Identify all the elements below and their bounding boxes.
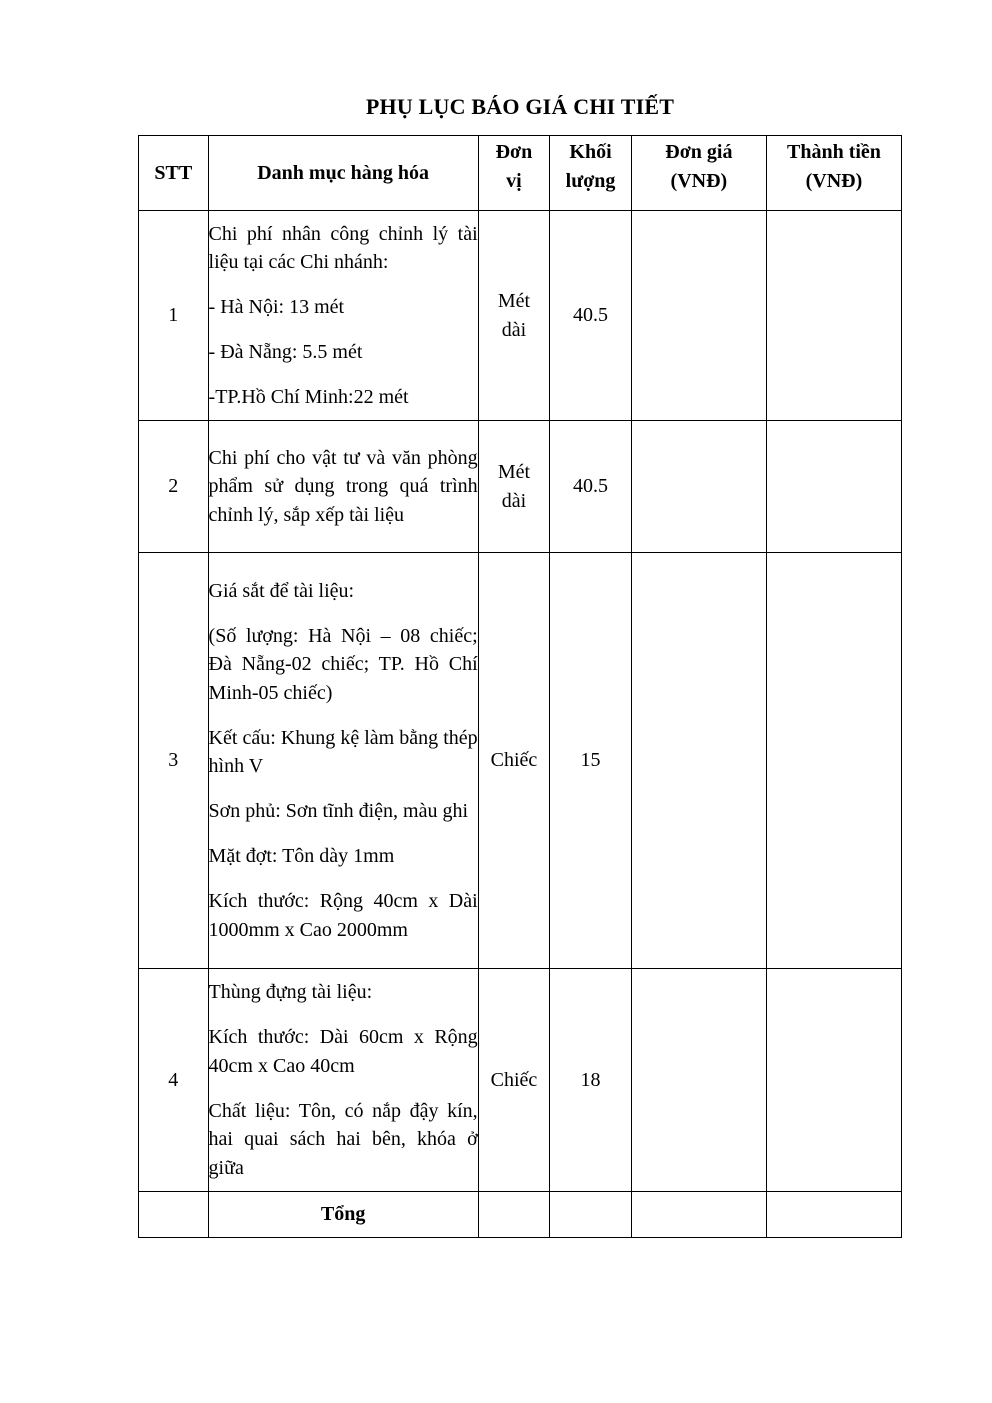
table-row	[139, 969, 902, 1192]
total-label: Tổng	[208, 1192, 478, 1238]
total-row-quantity	[550, 1192, 632, 1238]
row-description: Chi phí cho vật tư và văn phòng phẩm sử dụng trong quá trình chỉnh lý, sắp xếp tài liệu	[208, 421, 478, 553]
row-unit: Mét dài	[478, 421, 550, 553]
row-description: Thùng đựng tài liệu: Kích thước: Dài 60cm x Rộng 40cm x Cao 40cm Chất liệu: Tôn, có nắp đậy kín, hai quai sách hai bên, khóa ở giữa	[208, 969, 478, 1192]
row-line-total	[766, 421, 901, 553]
row-description: Giá sắt để tài liệu: (Số lượng: Hà Nội – 08 chiếc; Đà Nẵng-02 chiếc; TP. Hồ Chí Minh-05 chiếc) Kết cấu: Khung kệ làm bằng thép hình V Sơn phủ: Sơn tĩnh điện, màu ghi Mặt đợt: Tôn dày 1mm Kích thước: Rộng 40cm x Dài 1000mm x Cao 2000mm	[208, 553, 478, 969]
row-quantity: 40.5	[550, 211, 632, 421]
row-description: Chi phí nhân công chỉnh lý tài liệu tại các Chi nhánh: - Hà Nội: 13 mét - Đà Nẵng: 5.5 mét -TP.Hồ Chí Minh:22 mét	[208, 211, 478, 421]
header-stt: STT	[139, 136, 209, 211]
row-stt: 3	[139, 553, 209, 969]
row-stt: 2	[139, 421, 209, 553]
row-line-total	[766, 969, 901, 1192]
row-quantity: 40.5	[550, 421, 632, 553]
header-item-name: Danh mục hàng hóa	[208, 136, 478, 211]
total-row-stt	[139, 1192, 209, 1238]
total-row-unit-price	[631, 1192, 766, 1238]
row-unit: Mét dài	[478, 211, 550, 421]
table-header-row	[139, 136, 902, 211]
table-row	[139, 553, 902, 969]
total-row-grand-total	[766, 1192, 901, 1238]
row-stt: 4	[139, 969, 209, 1192]
total-row	[139, 1192, 902, 1238]
row-quantity: 18	[550, 969, 632, 1192]
header-unit: Đơn vị	[478, 136, 550, 211]
header-quantity: Khối lượng	[550, 136, 632, 211]
row-stt: 1	[139, 211, 209, 421]
row-unit-price	[631, 421, 766, 553]
row-unit: Chiếc	[478, 969, 550, 1192]
row-line-total	[766, 553, 901, 969]
row-line-total	[766, 211, 901, 421]
row-quantity: 15	[550, 553, 632, 969]
row-unit-price	[631, 211, 766, 421]
row-unit: Chiếc	[478, 553, 550, 969]
header-unit-price: Đơn giá (VNĐ)	[631, 136, 766, 211]
row-unit-price	[631, 553, 766, 969]
header-line-total: Thành tiền (VNĐ)	[766, 136, 901, 211]
table-row	[139, 421, 902, 553]
page-title: PHỤ LỤC BÁO GIÁ CHI TIẾT	[365, 94, 675, 119]
row-unit-price	[631, 969, 766, 1192]
total-row-unit	[478, 1192, 550, 1238]
quotation-table	[138, 135, 902, 1238]
table-row	[139, 211, 902, 421]
